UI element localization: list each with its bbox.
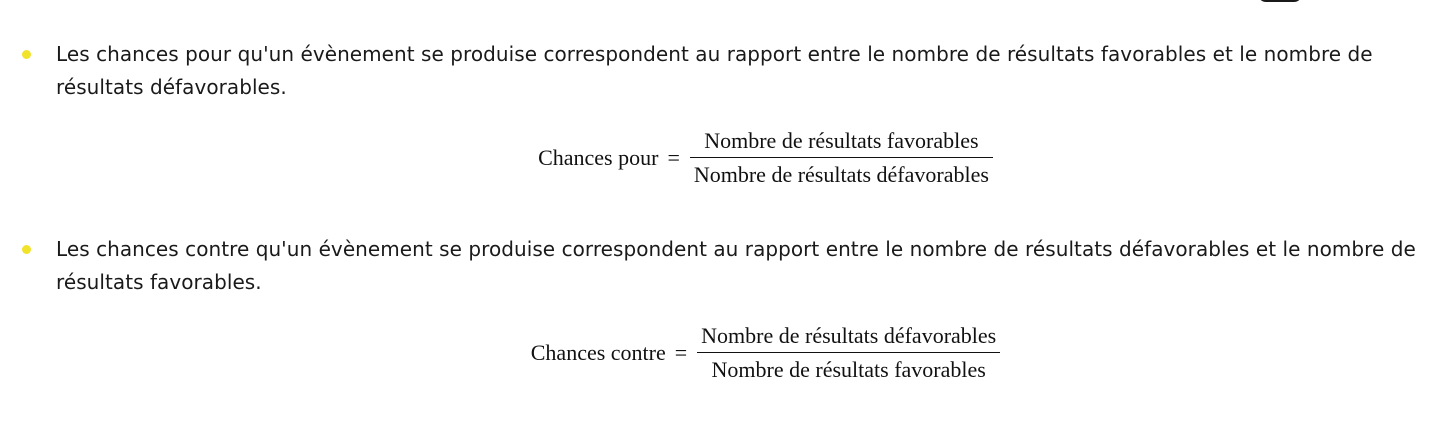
equals-sign: = (674, 340, 688, 366)
formula-lhs: Chances pour (538, 145, 659, 171)
formula-chances-contre (0, 321, 1455, 385)
bullet-icon (22, 50, 31, 59)
formula-lhs: Chances contre (530, 340, 666, 366)
formula-row (538, 126, 993, 190)
fraction-numerator: Nombre de résultats favorables (704, 128, 979, 153)
definition-text: Les chances contre qu'un évènement se produise correspondent au rapport entre le nombre de résultats défavorables et le nombre de résultats favorables. (56, 237, 1416, 294)
decorative-mark (1258, 0, 1302, 2)
definition-text: Les chances pour qu'un évènement se produise correspondent au rapport entre le nombre de résultats favorables et le nombre de résultats défavorables. (56, 42, 1373, 99)
fraction-bar (690, 157, 993, 158)
fraction (697, 321, 1000, 385)
fraction-bar (697, 352, 1000, 353)
formula-chances-pour (0, 126, 1455, 190)
fraction (690, 126, 993, 190)
fraction-numerator: Nombre de résultats défavorables (701, 323, 997, 348)
fraction-denominator: Nombre de résultats favorables (711, 357, 986, 383)
fraction-denominator: Nombre de résultats défavorables (693, 162, 989, 188)
equals-sign: = (667, 145, 680, 171)
formula-row (531, 321, 1000, 385)
bullet-icon (22, 245, 31, 254)
